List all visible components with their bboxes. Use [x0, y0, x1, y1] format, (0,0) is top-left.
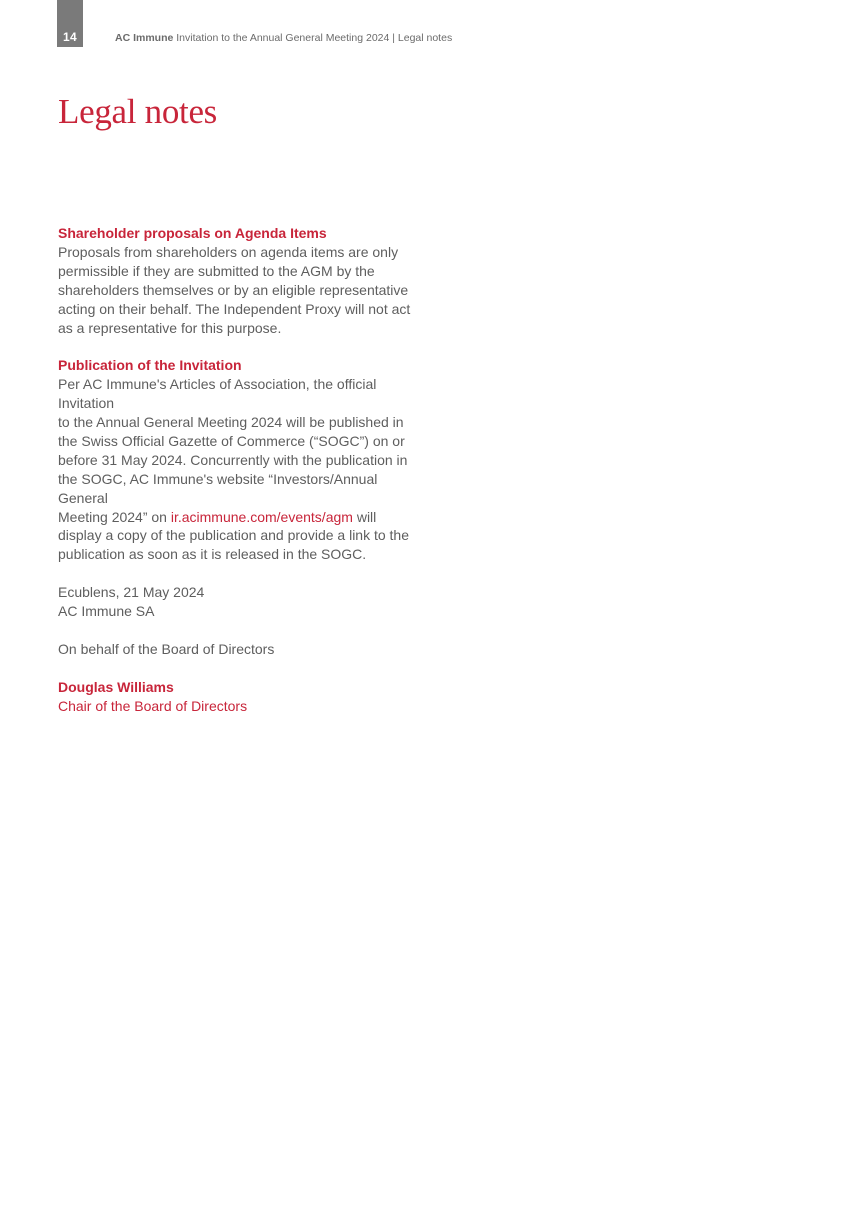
section-heading: Shareholder proposals on Agenda Items: [58, 225, 327, 241]
section-publication: [58, 356, 428, 564]
agm-website-link[interactable]: ir.acimmune.com/events/agm: [170, 508, 353, 525]
running-header: [115, 32, 452, 44]
paragraph-line: permissible if they are submitted to the AGM by the: [58, 262, 375, 279]
paragraph-line-with-link: [58, 508, 428, 527]
signer-name: Douglas Williams: [58, 678, 174, 695]
page-number: 14: [63, 30, 77, 44]
signature-block: [58, 678, 428, 716]
company-name: AC Immune SA: [58, 603, 155, 620]
paragraph-line: shareholders themselves or by an eligible representative: [58, 281, 409, 298]
behalf-block: [58, 640, 428, 659]
legal-notes-content: [58, 224, 428, 716]
place-date-block: [58, 583, 428, 621]
header-brand: AC Immune: [115, 32, 174, 44]
link-suffix: will: [352, 508, 377, 525]
paragraph-line: display a copy of the publication and provide a link to the: [58, 527, 410, 544]
paragraph-line: publication as soon as it is released in the SOGC.: [58, 546, 367, 563]
paragraph-line: acting on their behalf. The Independent Proxy will not act: [58, 300, 411, 317]
paragraph-line: the Swiss Official Gazette of Commerce (“SOGC”) on or: [58, 432, 405, 449]
signer-title: Chair of the Board of Directors: [58, 697, 248, 714]
paragraph-line: Proposals from shareholders on agenda items are only: [58, 243, 399, 260]
page-number-tab: [57, 0, 83, 47]
link-prefix: Meeting 2024” on: [58, 508, 171, 525]
header-running-title: Invitation to the Annual General Meeting 2024 | Legal notes: [176, 32, 453, 44]
section-heading: Publication of the Invitation: [58, 357, 242, 374]
paragraph-line: to the Annual General Meeting 2024 will be published in: [58, 414, 404, 431]
page-title: Legal notes: [58, 92, 218, 131]
paragraph-line: the SOGC, AC Immune's website “Investors/Annual General: [58, 470, 378, 506]
place-date: Ecublens, 21 May 2024: [58, 584, 205, 601]
paragraph-line: Per AC Immune's Articles of Association, the official Invitation: [58, 376, 377, 412]
on-behalf-text: On behalf of the Board of Directors: [58, 640, 275, 657]
section-shareholder-proposals: [58, 224, 428, 337]
paragraph-line: before 31 May 2024. Concurrently with the publication in: [58, 451, 408, 468]
paragraph-line: as a representative for this purpose.: [58, 319, 282, 336]
